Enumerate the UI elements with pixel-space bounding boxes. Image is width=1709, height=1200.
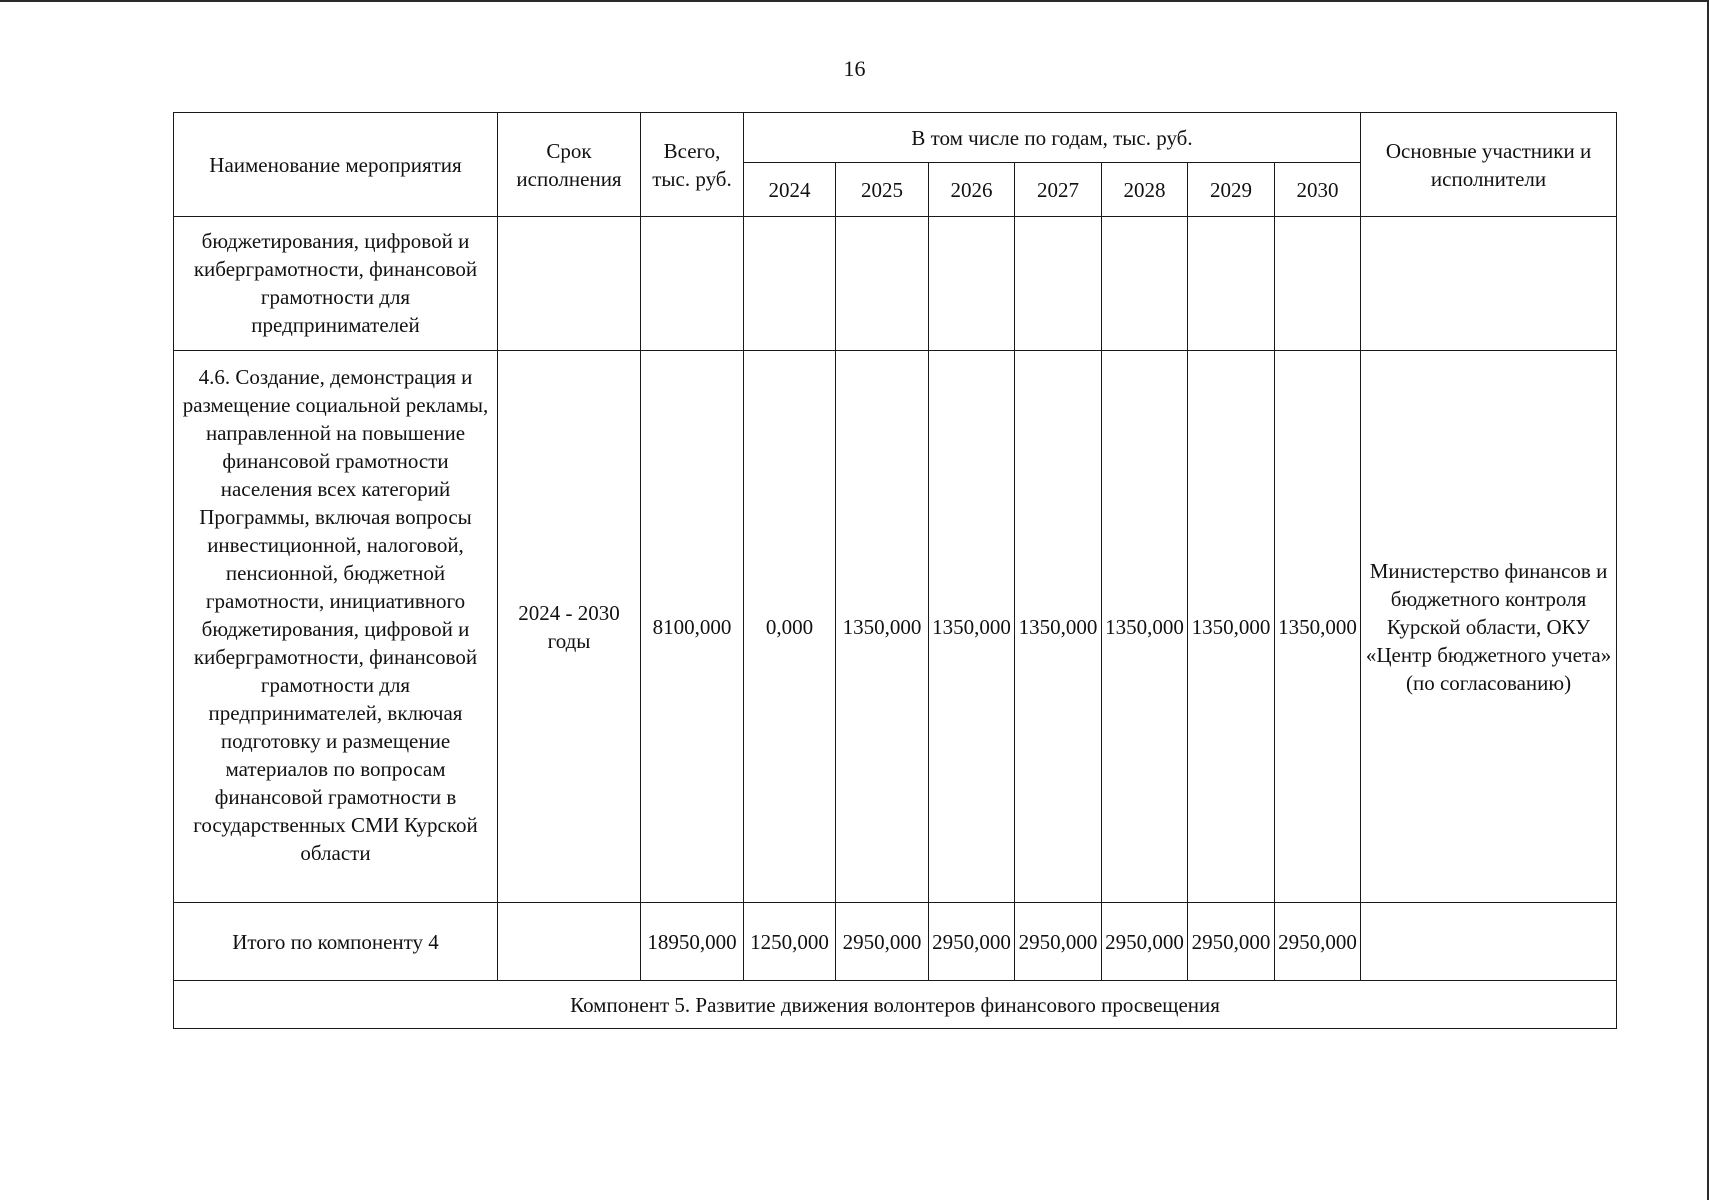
header-year-2026: 2026 — [929, 163, 1015, 217]
cell-total: 8100,000 — [641, 351, 744, 903]
cell-participants: Министерство финансов и бюджетного контроля Курской области, ОКУ «Центр бюджетного учета» (по согласованию) — [1361, 351, 1617, 903]
header-row — [174, 113, 1617, 163]
table-row-activity-4-6 — [174, 351, 1617, 903]
cell-empty — [929, 217, 1015, 351]
cell-empty — [641, 217, 744, 351]
header-year-2025: 2025 — [836, 163, 929, 217]
cell-empty — [1188, 217, 1275, 351]
cell-year-2030: 1350,000 — [1275, 351, 1361, 903]
cell-total-2025: 2950,000 — [836, 903, 929, 981]
cell-empty — [498, 903, 641, 981]
cell-name-total: Итого по компоненту 4 — [174, 903, 498, 981]
header-year-2024: 2024 — [744, 163, 836, 217]
cell-year-2026: 1350,000 — [929, 351, 1015, 903]
cell-year-2025: 1350,000 — [836, 351, 929, 903]
page-number: 16 — [843, 56, 866, 81]
header-term: Срок исполнения — [498, 113, 641, 217]
cell-empty — [498, 217, 641, 351]
cell-empty — [1102, 217, 1188, 351]
header-year-2027: 2027 — [1015, 163, 1102, 217]
table-row-total-component-4 — [174, 903, 1617, 981]
header-total: Всего, тыс. руб. — [641, 113, 744, 217]
cell-name-continuation: бюджетирования, цифровой и киберграмотности, финансовой грамотности для предпринимателей — [174, 217, 498, 351]
cell-total-2027: 2950,000 — [1015, 903, 1102, 981]
table-row-continuation — [174, 217, 1617, 351]
cell-empty — [1275, 217, 1361, 351]
cell-total-2026: 2950,000 — [929, 903, 1015, 981]
header-participants: Основные участники и исполнители — [1361, 113, 1617, 217]
cell-total-2029: 2950,000 — [1188, 903, 1275, 981]
cell-year-2024: 0,000 — [744, 351, 836, 903]
cell-year-2027: 1350,000 — [1015, 351, 1102, 903]
header-year-2028: 2028 — [1102, 163, 1188, 217]
header-by-years: В том числе по годам, тыс. руб. — [744, 113, 1361, 163]
header-name: Наименование мероприятия — [174, 113, 498, 217]
cell-empty — [1015, 217, 1102, 351]
cell-term: 2024 - 2030 годы — [498, 351, 641, 903]
cell-empty — [836, 217, 929, 351]
cell-year-2028: 1350,000 — [1102, 351, 1188, 903]
cell-total-2030: 2950,000 — [1275, 903, 1361, 981]
cell-total-2024: 1250,000 — [744, 903, 836, 981]
table-row-component-5 — [174, 981, 1617, 1029]
scan-border-top — [0, 0, 1709, 2]
component-5-title: Компонент 5. Развитие движения волонтеров финансового просвещения — [174, 981, 1617, 1029]
budget-table — [173, 112, 1617, 1029]
cell-empty — [744, 217, 836, 351]
header-year-2030: 2030 — [1275, 163, 1361, 217]
cell-name-activity-4-6: 4.6. Создание, демонстрация и размещение социальной рекламы, направленной на повышение финансовой грамотности населения всех категорий Программы, включая вопросы инвестиционной, налоговой, пенсионной, бюджетной грамотности, инициативного бюджетирования, цифровой и киберграмотности, финансовой грамотности для предпринимателей, включая подготовку и размещение материалов по вопросам финансовой грамотности в государственных СМИ Курской области — [174, 351, 498, 903]
cell-empty — [1361, 217, 1617, 351]
header-year-2029: 2029 — [1188, 163, 1275, 217]
cell-year-2029: 1350,000 — [1188, 351, 1275, 903]
cell-empty — [1361, 903, 1617, 981]
cell-total-sum: 18950,000 — [641, 903, 744, 981]
cell-total-2028: 2950,000 — [1102, 903, 1188, 981]
